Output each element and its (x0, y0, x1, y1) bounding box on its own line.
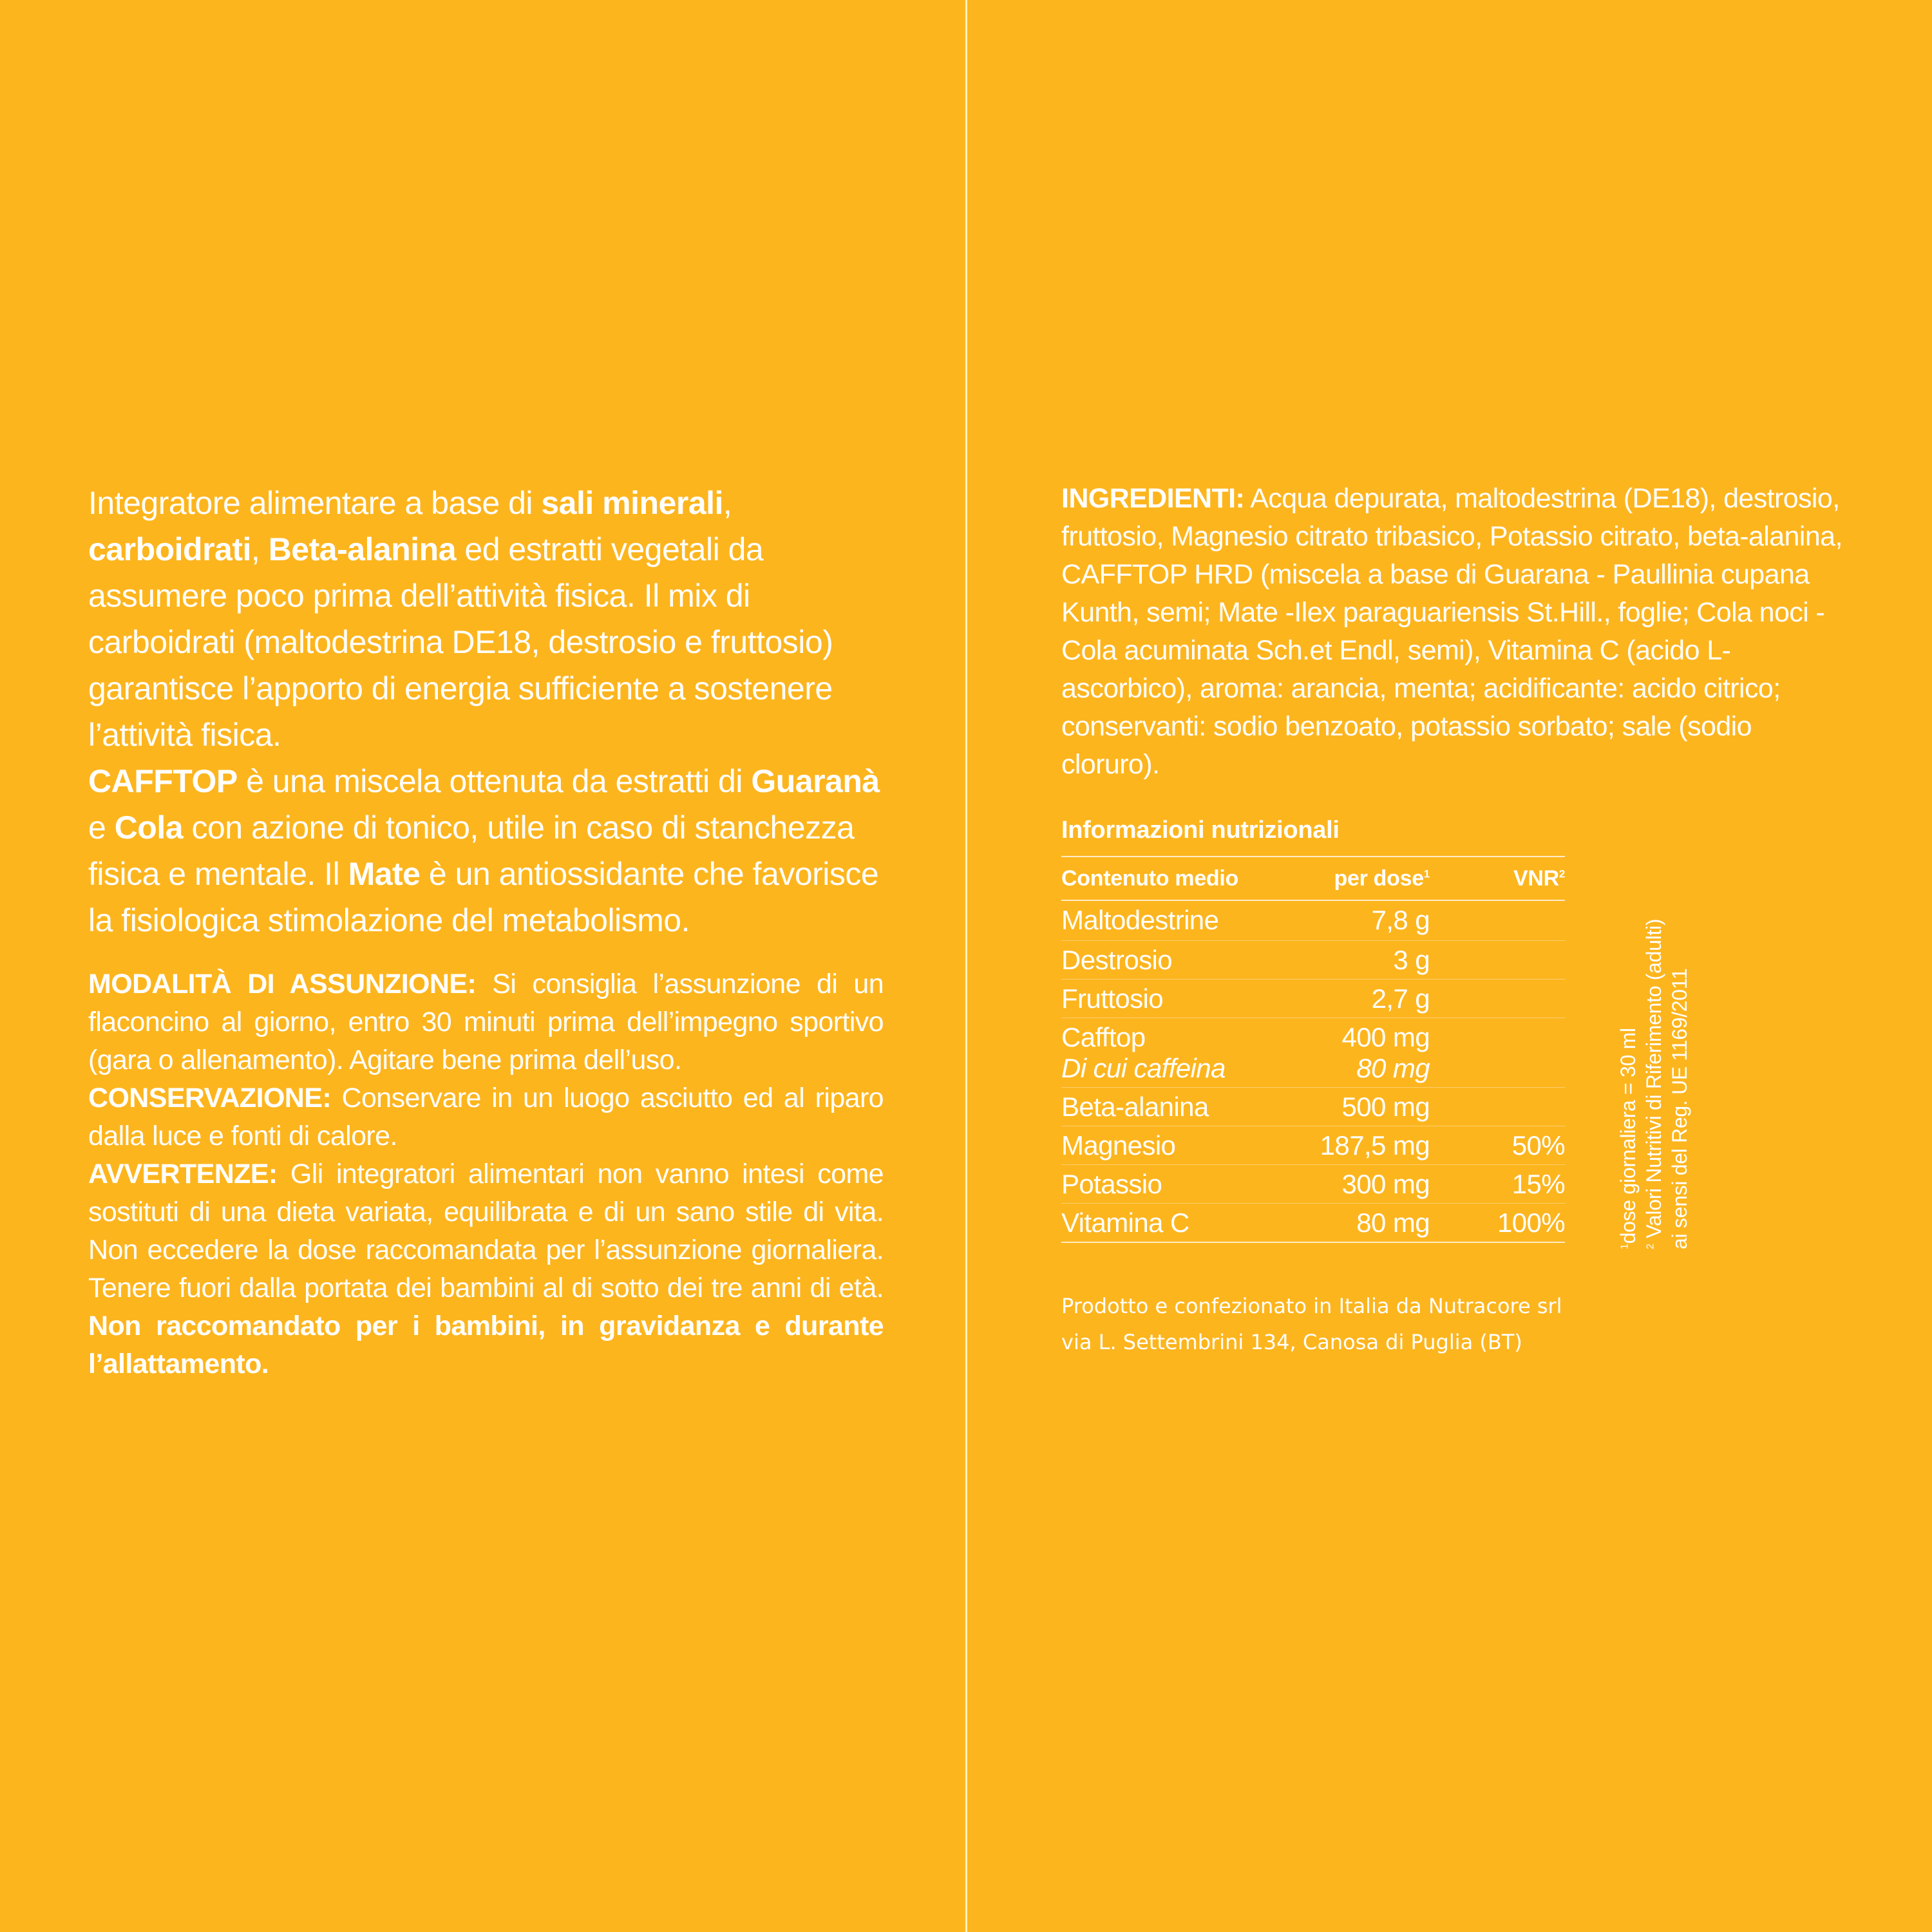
nutrient-vnr: 15% (1430, 1164, 1565, 1203)
header-label: per dose (1334, 866, 1424, 891)
text: è una miscela ottenuta da estratti di (237, 763, 752, 799)
nutrient-vnr (1430, 979, 1565, 1018)
highlight-mate: Mate (348, 856, 421, 892)
nutrient-name: Destrosio (1061, 940, 1282, 979)
section-conservazione (88, 1079, 884, 1155)
section-text: Conservare in un luogo asciutto ed al riparo dalla luce e fonti di calore. (88, 1083, 884, 1151)
nutrient-dose: 300 mg (1282, 1164, 1430, 1203)
nutrient-name-main: Cafftop (1061, 1021, 1146, 1052)
header-label: VNR (1513, 866, 1559, 891)
nutrient-dose-main: 400 mg (1341, 1021, 1430, 1052)
footnote-marker: 1 (1423, 867, 1430, 880)
section-modalita (88, 965, 884, 1079)
footnote-1 (1615, 919, 1641, 1249)
section-text: Si consiglia l’assunzione di un flaconcino al giorno, entro 30 minuti prima dell’impegno sportivo (gara o allenamento). Agitare bene prima dell’uso. (88, 969, 884, 1075)
usage-sections (88, 965, 884, 1383)
header-name (1061, 857, 1282, 900)
nutrient-vnr: 50% (1430, 1126, 1565, 1164)
section-label: AVVERTENZE: (88, 1159, 278, 1189)
text: è un antiossidante che favorisce la fisiologica stimolazione del metabolismo. (88, 856, 879, 938)
nutrient-name: Vitamina C (1061, 1203, 1282, 1242)
table-row (1061, 1018, 1565, 1087)
text: con azione di tonico, utile in caso di stanchezza fisica e mentale. Il (88, 810, 855, 892)
nutrient-vnr (1430, 1087, 1565, 1126)
footnote-2-cont (1667, 919, 1692, 1249)
ingredients-label: INGREDIENTI: (1061, 483, 1245, 514)
nutrient-vnr: 100% (1430, 1203, 1565, 1242)
right-panel (1061, 480, 1844, 1243)
highlight-beta-alanina: Beta-alanina (268, 531, 457, 567)
text: e (88, 810, 115, 846)
table-row (1061, 979, 1565, 1018)
ingredients (1061, 480, 1844, 784)
nutrient-vnr (1430, 1018, 1565, 1087)
nutrient-dose (1282, 1018, 1430, 1087)
manufacturer-line: Prodotto e confezionato in Italia da Nutracore srl (1061, 1294, 1562, 1318)
header-dose (1282, 857, 1430, 900)
nutrient-name: Beta-alanina (1061, 1087, 1282, 1126)
section-avvertenze (88, 1155, 884, 1383)
nutrition-title: Informazioni nutrizionali (1061, 817, 1340, 844)
nutrient-dose: 7,8 g (1282, 900, 1430, 940)
nutrient-vnr (1430, 900, 1565, 940)
table-row (1061, 1164, 1565, 1203)
nutrient-name: Maltodestrine (1061, 900, 1282, 940)
table-row (1061, 940, 1565, 979)
nutrient-dose: 187,5 mg (1282, 1126, 1430, 1164)
nutrient-name: Magnesio (1061, 1126, 1282, 1164)
footnote-text: ai sensi del Reg. UE 1169/2011 (1668, 968, 1691, 1249)
highlight-guarana: Guaranà (751, 763, 880, 799)
manufacturer-address: via L. Settembrini 134, Canosa di Puglia (BT) (1061, 1330, 1522, 1354)
warning-bold: Non raccomandato per i bambini, in gravidanza e durante l’allattamento. (88, 1311, 884, 1379)
table-row (1061, 1126, 1565, 1164)
text: , (251, 531, 269, 567)
section-label: CONSERVAZIONE: (88, 1083, 332, 1113)
table-row (1061, 900, 1565, 940)
nutrient-name (1061, 1018, 1282, 1087)
product-description (88, 480, 884, 943)
highlight-sali-minerali: sali minerali (541, 485, 723, 521)
footnote-2 (1641, 919, 1667, 1249)
highlight-carboidrati: carboidrati (88, 531, 251, 567)
nutrition-footnotes (1615, 919, 1692, 1249)
header-vnr (1430, 857, 1565, 900)
nutrient-name: Potassio (1061, 1164, 1282, 1203)
nutrient-dose: 80 mg (1282, 1203, 1430, 1242)
ingredients-text: Acqua depurata, maltodestrina (DE18), destrosio, fruttosio, Magnesio citrato tribasico, Potassio citrato, beta-alanina, CAFFTOP HRD (miscela a base di Guarana - Paullinia cupana Kunth, semi; Mate -Ilex paraguariensis St.Hill., foglie; Cola noci - Cola acuminata Sch.et Endl, semi), Vitamina C (acido L-ascorbico), aroma: arancia, menta; acidificante: acido citrico; conservanti: sodio benzoato, potassio sorbato; sale (sodio cloruro). (1061, 483, 1842, 780)
text: ed estratti vegetali da assumere poco prima dell’attività fisica. Il mix di carboidrati (maltodestrina DE18, destrosio e fruttosio) garantisce l’apporto di energia sufficiente a sostenere l’attività fisica. (88, 531, 833, 753)
nutrient-dose: 500 mg (1282, 1087, 1430, 1126)
table-row (1061, 1087, 1565, 1126)
nutrient-vnr (1430, 940, 1565, 979)
nutrition-table (1061, 856, 1565, 1243)
header-label: Contenuto medio (1061, 866, 1239, 891)
section-text: Gli integratori alimentari non vanno intesi come sostituti di una dieta variata, equilibrata e di un sano stile di vita. Non eccedere la dose raccomandata per l’assunzione giornaliera. Tenere fuori dalla portata dei bambini al di sotto dei tre anni di età. (88, 1159, 884, 1303)
table-row (1061, 1203, 1565, 1242)
footnote-marker: 2 (1645, 1244, 1656, 1249)
section-label: MODALITÀ DI ASSUNZIONE: (88, 969, 477, 999)
panel-divider (965, 0, 967, 1932)
table-header (1061, 857, 1565, 900)
nutrient-subdose: 80 mg (1356, 1052, 1430, 1083)
nutrient-subname: Di cui caffeina (1061, 1052, 1226, 1083)
text: , (723, 485, 732, 521)
nutrient-name: Fruttosio (1061, 979, 1282, 1018)
nutrient-dose: 3 g (1282, 940, 1430, 979)
footnote-marker: 2 (1558, 867, 1565, 880)
footnote-text: dose giornaliera = 30 ml (1616, 1028, 1640, 1244)
footnote-text: Valori Nutritivi di Riferimento (adulti) (1642, 918, 1665, 1244)
manufacturer-info (1061, 1288, 1562, 1360)
left-panel (88, 480, 884, 1383)
nutrient-dose: 2,7 g (1282, 979, 1430, 1018)
highlight-cola: Cola (114, 810, 184, 846)
highlight-cafftop: CAFFTOP (88, 763, 238, 799)
text: Integratore alimentare a base di (88, 485, 542, 521)
footnote-marker: 1 (1619, 1244, 1631, 1249)
